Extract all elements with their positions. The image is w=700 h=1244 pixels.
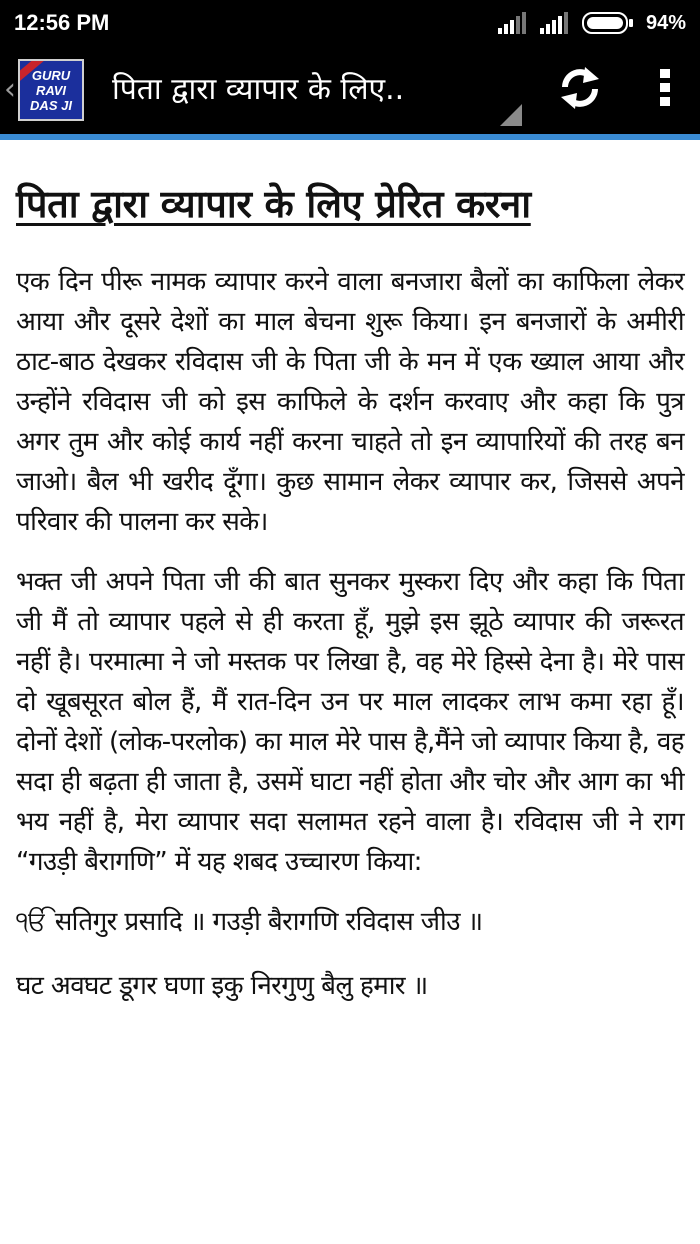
app-logo — [18, 59, 84, 121]
app-logo-text-line2: DAS JI — [30, 97, 72, 113]
toolbar-title — [112, 46, 530, 134]
battery-percentage: 94% — [645, 11, 686, 34]
overflow-menu-button[interactable] — [630, 46, 700, 134]
signal-icon — [498, 12, 528, 34]
refresh-button[interactable] — [530, 46, 630, 134]
toolbar-title-text: पिता द्वारा व्यापार के लिए.. — [112, 72, 405, 107]
article-heading: पिता द्वारा व्यापार के लिए प्रेरित करना — [16, 182, 531, 226]
article-verse: घट अवघट डूगर घणा इकु निरगुणु बैलु हमार ॥ — [16, 971, 428, 1001]
refresh-icon — [557, 65, 603, 115]
dropdown-corner-icon — [500, 104, 522, 126]
app-logo-text-line1: GURU RAVI — [31, 67, 71, 98]
toolbar-accent-divider — [0, 134, 700, 140]
article-paragraph: भक्त जी अपने पिता जी की बात सुनकर मुस्करा दिए और कहा कि पिता जी मैं तो व्यापार पहले से ही करता हूँ, मुझे इस झूठे व्यापार की जरूरत नहीं है। परमात्मा ने जो मस्तक पर लिखा है, वह मेरे हिस्से देना है। मेरे पास दो खूबसूरत बोल हैं, मैं रात-दिन उन पर माल लादकर लाभ कमा रहा हूँ। दोनों देशों (लोक-परलोक) का माल मेरे पास है,मैंने जो व्यापार किया है, वह सदा ही बढ़ता ही जाता है, उसमें घाटा नहीं होता और चोर और आग का भी भय नहीं है, मेरा व्यापार सदा सलामत रहने वाला है। रविदास जी ने राग “गउड़ी बैरागणि” में यह शबद उच्चारण किया: — [16, 567, 684, 877]
article-content — [16, 150, 684, 1030]
status-time: 12:56 PM — [14, 10, 110, 35]
battery-icon — [582, 12, 634, 34]
article-verse: ੴ सतिगुर प्रसादि ॥ गउड़ी बैरागणि रविदास जीउ ॥ — [16, 907, 483, 937]
more-vert-icon — [659, 68, 671, 112]
status-bar — [0, 0, 700, 46]
article-paragraph: एक दिन पीरू नामक व्यापार करने वाला बनजारा बैलों का काफिला लेकर आया और दूसरे देशों का माल बेचना शुरू किया। इन बनजारों के अमीरी ठाट-बाठ देखकर रविदास जी के पिता जी के मन में एक ख्याल आया और उन्होंने रविदास जी को इस काफिले के दर्शन करवाए और कहा कि पुत्र अगर तुम और कोई कार्य नहीं करना चाहते तो इन व्यापारियों की तरह बन जाओ। बैल भी खरीद दूँगा। कुछ सामान लेकर व्यापार कर, जिससे अपने परिवार की पालना कर सके। — [16, 267, 684, 537]
signal-icon-sim2 — [540, 12, 570, 34]
chevron-left-icon: ‹ — [4, 72, 16, 107]
app-bar — [0, 46, 700, 134]
back-button[interactable] — [0, 46, 84, 134]
status-icons — [498, 12, 686, 35]
